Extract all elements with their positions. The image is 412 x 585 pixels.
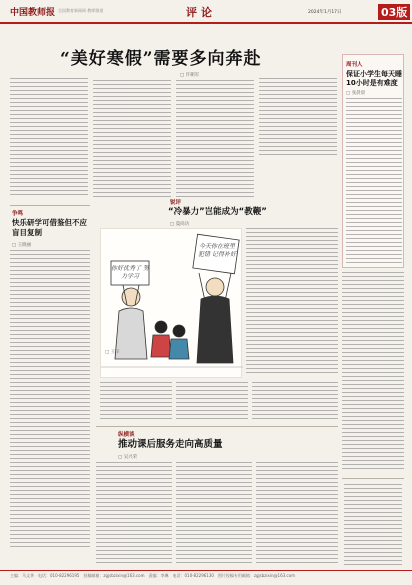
side-article-label: 争鸣 — [12, 211, 24, 217]
section-title: 评论 — [186, 6, 216, 19]
side-article-body — [10, 250, 90, 550]
bottom-article-headline: 推动课后服务走向高质量 — [118, 439, 223, 450]
commentary-body-bottom-1 — [100, 382, 172, 422]
main-article-column-4 — [259, 78, 337, 158]
commentary-body-bottom-3 — [252, 382, 338, 422]
cartoon-sign-right: 今天你在班里 犯错 记得补好 — [198, 243, 236, 258]
commentary-headline: “冷暴力”岂能成为“教鞭” — [168, 207, 267, 217]
publication-date: 2024年1月17日 — [308, 10, 342, 15]
sidebar-continued-text — [342, 272, 404, 472]
newspaper-logo: 中国教师报 — [10, 8, 56, 18]
page-number: 03版 — [378, 4, 410, 20]
commentary-byline: □ 夏尚功 — [170, 221, 189, 227]
bottom-article-byline: □ 吴兴荣 — [118, 454, 137, 460]
bottom-article-column-3 — [256, 462, 338, 566]
sidebar-body-text — [346, 98, 402, 264]
bottom-article-column-2 — [176, 462, 252, 566]
divider — [96, 426, 338, 427]
divider — [10, 205, 90, 206]
commentary-label: 锐评 — [170, 200, 182, 206]
sidebar-byline: □ 张晨晨 — [346, 90, 365, 96]
cartoon-sign-left: 你好优秀了 努力学习 — [111, 265, 149, 280]
side-article-byline: □ 王晓丽 — [12, 242, 31, 248]
main-article-column-3 — [176, 80, 254, 200]
main-byline: □ 许朝军 — [180, 72, 199, 78]
side-article-headline: 快乐研学可借鉴但不应盲目复制 — [12, 218, 87, 237]
sidebar-headline: 保证小学生每天睡10小时是有难度 — [346, 70, 402, 87]
editorial-cartoon — [100, 228, 242, 378]
main-article-column-1 — [10, 78, 88, 198]
footer-contact: 主编：马文华 电话：010-82296195 投稿邮箱：zgjsbzixin@163.com 责编：李琳 电话：010-82296130 图片投稿专用邮箱：zgjsbzixin@163.com — [10, 573, 295, 578]
bottom-article-column-1 — [96, 462, 172, 566]
masthead-subtitle: 全国教育新闻网 教师频道 — [58, 8, 104, 13]
commentary-body-right — [246, 228, 338, 376]
main-article-column-2 — [93, 80, 171, 198]
commentary-body-bottom-2 — [176, 382, 248, 422]
divider — [342, 478, 404, 479]
info-box-text — [344, 484, 402, 566]
bottom-article-label: 纵横谈 — [118, 432, 135, 438]
cartoon-author: □ 王辛 — [105, 349, 120, 355]
sidebar-label: 周刊人 — [346, 62, 363, 68]
main-headline: “美好寒假”需要多向奔赴 — [60, 49, 262, 69]
